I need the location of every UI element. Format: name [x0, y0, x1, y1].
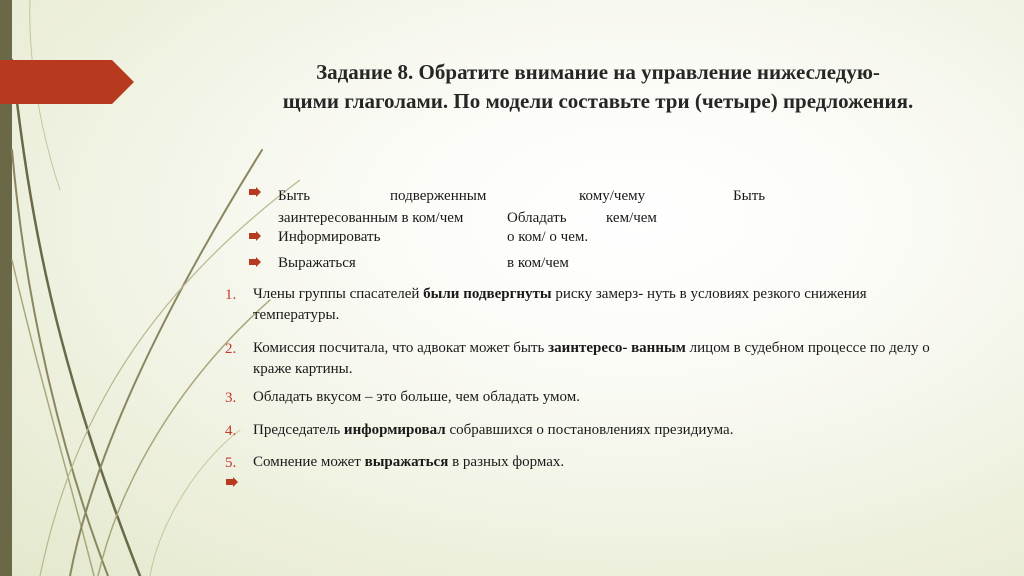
sentence-5-number: 5.	[225, 455, 237, 471]
sentence-5-before: Сомнение может	[253, 454, 365, 470]
sentence-3-text: Обладать вкусом – это больше, чем обладать умом.	[253, 389, 580, 405]
sentence-4-after: собравшихся о постановлениях президиума.	[445, 422, 734, 438]
arrow-bullet-icon	[249, 231, 261, 241]
sentence-2-after: лицом в судебном процессе по делу о краже картины.	[253, 340, 930, 377]
sentence-4-number: 4.	[225, 423, 237, 439]
model-1-verb: Быть	[278, 188, 311, 204]
arrow-bullet-icon	[249, 257, 261, 267]
sentence-1-before: Члены группы спасателей	[253, 286, 424, 302]
model-5-verb: Выражаться	[278, 255, 356, 271]
sentence-4-bold: информировал	[343, 422, 446, 438]
title-line-2: щими глаголами. По модели составьте три (четыре) предложения.	[282, 89, 914, 113]
sentence-4	[253, 420, 943, 441]
model-3-case: кем/чем	[606, 210, 657, 226]
sentence-1-after: риску замерз- нуть в условиях резкого снижения температуры.	[253, 286, 867, 323]
sentence-2-number: 2.	[225, 341, 237, 357]
sentence-3-number: 3.	[225, 390, 237, 406]
model-2-verb: Быть	[733, 188, 766, 204]
sentence-1	[253, 284, 943, 326]
title-arrow-banner	[0, 60, 135, 104]
model-1-case: кому/чему	[579, 188, 646, 204]
sentence-2	[253, 338, 943, 380]
model-5-case: в ком/чем	[507, 255, 569, 271]
sentence-1-number: 1.	[225, 287, 237, 303]
arrow-bullet-icon	[249, 187, 261, 197]
slide-title	[228, 58, 968, 116]
model-1-word: подверженным	[390, 188, 487, 204]
model-4-case: о ком/ о чем.	[507, 229, 589, 245]
sentence-5	[253, 452, 943, 473]
model-3-verb: Обладать	[507, 210, 567, 226]
sentence-1-bold: были подвергнуты	[423, 286, 552, 302]
sentence-3	[253, 387, 943, 408]
model-4-verb: Информировать	[278, 229, 381, 245]
sentence-4-before: Председатель	[253, 422, 344, 438]
arrow-bullet-icon	[226, 477, 238, 487]
sentence-5-after: в разных формах.	[448, 454, 565, 470]
model-2-word: заинтересованным в ком/чем	[278, 210, 464, 226]
sentence-5-bold: выражаться	[364, 454, 449, 470]
sentence-2-before: Комиссия посчитала, что адвокат может быть	[253, 340, 549, 356]
title-line-1: Задание 8. Обратите внимание на управление нижеследую-	[316, 60, 880, 84]
sentence-2-bold: заинтересо- ванным	[548, 340, 686, 356]
